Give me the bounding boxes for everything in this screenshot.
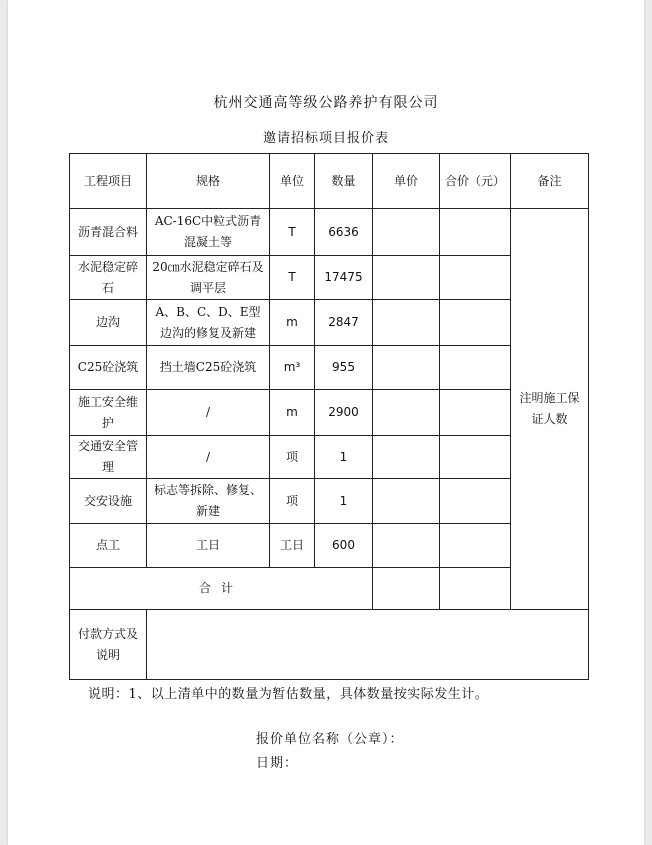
date-label: 日期： (256, 756, 299, 771)
payment-row (70, 610, 589, 680)
bidder-name-label: 报价单位名称（公章）： (256, 732, 404, 747)
row-spec: AC-16C中粒式沥青混凝土等 (147, 209, 270, 256)
header-total-price: 合价（元） (440, 154, 511, 209)
row-total-price (440, 524, 511, 568)
total-unit-price (373, 568, 440, 610)
row-qty: 1 (315, 436, 373, 479)
row-spec: 挡土墙C25砼浇筑 (147, 346, 270, 390)
row-unit: 项 (270, 436, 315, 479)
payment-label: 付款方式及说明 (70, 610, 147, 680)
row-qty: 6636 (315, 209, 373, 256)
row-qty: 600 (315, 524, 373, 568)
total-price (440, 568, 511, 610)
row-qty: 2900 (315, 390, 373, 436)
header-unit-price: 单价 (373, 154, 440, 209)
row-spec: 20㎝水泥稳定碎石及调平层 (147, 256, 270, 300)
row-total-price (440, 479, 511, 524)
row-unit-price (373, 479, 440, 524)
payment-content (147, 610, 589, 680)
row-spec: A、B、C、D、E型边沟的修复及新建 (147, 300, 270, 346)
row-unit-price (373, 300, 440, 346)
row-item: 施工安全维护 (70, 390, 147, 436)
row-item: C25砼浇筑 (70, 346, 147, 390)
row-item: 点工 (70, 524, 147, 568)
row-unit-price (373, 256, 440, 300)
table-header-row (70, 154, 589, 209)
header-item: 工程项目 (70, 154, 147, 209)
row-item: 水泥稳定碎石 (70, 256, 147, 300)
row-unit-price (373, 436, 440, 479)
row-unit: T (270, 209, 315, 256)
row-qty: 2847 (315, 300, 373, 346)
row-total-price (440, 436, 511, 479)
row-unit: m³ (270, 346, 315, 390)
header-qty: 数量 (315, 154, 373, 209)
row-unit: m (270, 300, 315, 346)
note-text: 说明：1、以上清单中的数量为暂估数量，具体数量按实际发生计。 (88, 687, 489, 702)
row-unit-price (373, 346, 440, 390)
row-spec: 标志等拆除、修复、新建 (147, 479, 270, 524)
row-total-price (440, 300, 511, 346)
row-qty: 1 (315, 479, 373, 524)
row-total-price (440, 209, 511, 256)
row-spec: / (147, 436, 270, 479)
header-remarks: 备注 (511, 154, 589, 209)
row-total-price (440, 390, 511, 436)
row-qty: 955 (315, 346, 373, 390)
row-spec: / (147, 390, 270, 436)
row-unit-price (373, 390, 440, 436)
row-item: 边沟 (70, 300, 147, 346)
row-total-price (440, 256, 511, 300)
row-item: 交通安全管理 (70, 436, 147, 479)
row-unit: m (270, 390, 315, 436)
quotation-table (69, 153, 589, 680)
total-label: 合计 (70, 568, 373, 610)
header-unit: 单位 (270, 154, 315, 209)
row-unit: T (270, 256, 315, 300)
row-unit-price (373, 524, 440, 568)
header-spec: 规格 (147, 154, 270, 209)
company-name: 杭州交通高等级公路养护有限公司 (213, 95, 439, 111)
row-item: 沥青混合料 (70, 209, 147, 256)
row-unit: 工日 (270, 524, 315, 568)
row-unit-price (373, 209, 440, 256)
form-title: 邀请招标项目报价表 (262, 131, 389, 146)
remarks-cell: 注明施工保证人数 (511, 209, 589, 610)
row-total-price (440, 346, 511, 390)
row-unit: 项 (270, 479, 315, 524)
row-qty: 17475 (315, 256, 373, 300)
table-row (70, 209, 589, 256)
row-spec: 工日 (147, 524, 270, 568)
row-item: 交安设施 (70, 479, 147, 524)
